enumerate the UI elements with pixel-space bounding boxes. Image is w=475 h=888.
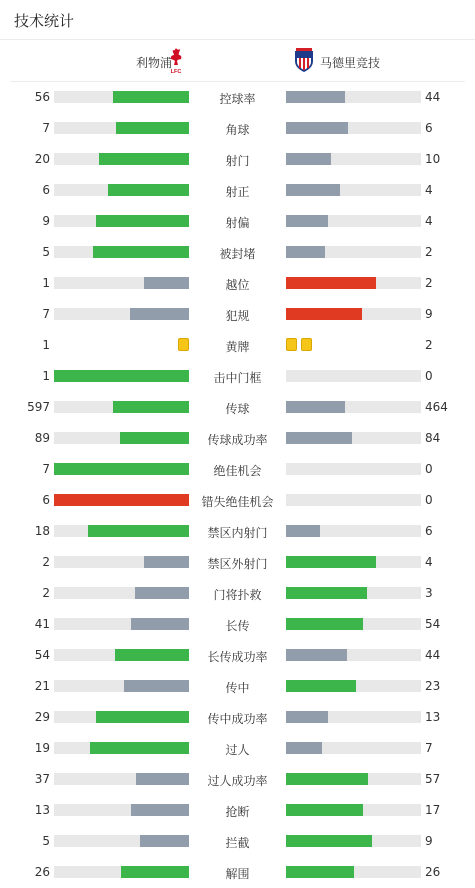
home-value: 7 — [42, 462, 50, 476]
away-bar-track — [286, 494, 421, 506]
home-bar-track — [54, 122, 189, 134]
crest-text: LFC — [170, 69, 182, 75]
away-bar-fill — [286, 711, 328, 723]
away-bar-fill — [286, 277, 376, 289]
home-bar-track — [54, 773, 189, 785]
away-bar-track — [286, 184, 421, 196]
home-bar-fill — [144, 277, 189, 289]
away-bar-track — [286, 525, 421, 537]
away-value: 4 — [425, 214, 433, 228]
away-bar-track — [286, 680, 421, 692]
stat-row — [0, 733, 475, 764]
away-bar-fill — [286, 742, 322, 754]
away-bar-fill — [286, 773, 368, 785]
home-bar-fill — [131, 618, 189, 630]
home-bar-fill — [96, 711, 189, 723]
home-value: 19 — [34, 741, 50, 755]
away-value: 4 — [425, 555, 433, 569]
home-value: 20 — [34, 152, 50, 166]
home-bar-track — [54, 587, 189, 599]
stat-row — [0, 423, 475, 454]
stat-label: 长传 — [225, 619, 250, 633]
stat-row — [0, 82, 475, 113]
home-bar-fill — [124, 680, 189, 692]
stat-label: 长传成功率 — [207, 650, 268, 664]
home-team-name: 利物浦 — [135, 56, 172, 70]
teams-row — [10, 41, 465, 82]
stat-label: 黄牌 — [225, 340, 250, 354]
home-value: 13 — [34, 803, 50, 817]
home-value: 54 — [34, 648, 50, 662]
home-bar-track — [54, 463, 189, 475]
stat-row — [0, 578, 475, 609]
stat-row — [0, 640, 475, 671]
home-bar-fill — [130, 308, 189, 320]
home-bar-track — [54, 556, 189, 568]
away-bar-fill — [286, 649, 347, 661]
stats-header — [0, 0, 475, 40]
home-value: 26 — [34, 865, 50, 879]
yellow-card-icon — [301, 338, 312, 351]
stat-label: 传球 — [225, 402, 250, 416]
home-value: 5 — [42, 245, 50, 259]
away-bar-track — [286, 246, 421, 258]
stat-row — [0, 113, 475, 144]
away-bar-track — [286, 649, 421, 661]
away-bar-fill — [286, 432, 352, 444]
home-value: 1 — [42, 338, 50, 352]
home-bar-fill — [54, 370, 189, 382]
atletico-crest-icon — [293, 47, 315, 73]
stats-list — [0, 82, 475, 888]
stat-label: 角球 — [225, 123, 250, 137]
away-bar-track — [286, 122, 421, 134]
away-bar-track — [286, 804, 421, 816]
home-value: 89 — [34, 431, 50, 445]
home-bar-fill — [113, 401, 189, 413]
stat-row — [0, 485, 475, 516]
home-bar-fill — [88, 525, 189, 537]
away-bar-track — [286, 215, 421, 227]
home-value: 1 — [42, 276, 50, 290]
away-bar-fill — [286, 246, 325, 258]
stat-label: 禁区内射门 — [207, 526, 268, 540]
away-value: 0 — [425, 369, 433, 383]
home-bar-track — [54, 711, 189, 723]
away-value: 2 — [425, 276, 433, 290]
stat-row — [0, 671, 475, 702]
home-bar-track — [54, 494, 189, 506]
away-value: 9 — [425, 834, 433, 848]
away-value: 10 — [425, 152, 441, 166]
away-bar-track — [286, 277, 421, 289]
stat-label: 控球率 — [219, 92, 256, 106]
home-bar-track — [54, 401, 189, 413]
home-bar-track — [54, 246, 189, 258]
home-bar-fill — [54, 463, 189, 475]
home-bar-track — [54, 370, 189, 382]
stat-label: 被封堵 — [219, 247, 256, 261]
away-bar-track — [286, 742, 421, 754]
yellow-card-icon — [178, 338, 189, 351]
home-value: 6 — [42, 493, 50, 507]
away-value: 17 — [425, 803, 441, 817]
stat-row — [0, 268, 475, 299]
away-bar-track — [286, 370, 421, 382]
stat-label: 射正 — [225, 185, 250, 199]
home-bar-track — [54, 835, 189, 847]
away-value: 0 — [425, 493, 433, 507]
home-bar-fill — [116, 122, 189, 134]
stat-row — [0, 764, 475, 795]
liverpool-crest-icon — [168, 47, 184, 75]
away-value: 2 — [425, 338, 433, 352]
away-bar-fill — [286, 556, 376, 568]
stat-row — [0, 237, 475, 268]
home-value: 41 — [34, 617, 50, 631]
home-value: 7 — [42, 307, 50, 321]
home-value: 6 — [42, 183, 50, 197]
home-bar-fill — [135, 587, 189, 599]
away-bar-fill — [286, 184, 340, 196]
stat-row — [0, 206, 475, 237]
stat-label: 射门 — [225, 154, 250, 168]
home-bar-fill — [115, 649, 189, 661]
away-bar-fill — [286, 804, 363, 816]
stat-row — [0, 857, 475, 888]
home-value: 7 — [42, 121, 50, 135]
away-value: 44 — [425, 648, 441, 662]
away-value: 2 — [425, 245, 433, 259]
away-bar-track — [286, 711, 421, 723]
yellow-card-icon — [286, 338, 297, 351]
stat-label: 击中门框 — [213, 371, 262, 385]
away-bar-fill — [286, 525, 320, 537]
stat-row — [0, 361, 475, 392]
away-bar-track — [286, 587, 421, 599]
away-bar-track — [286, 866, 421, 878]
stat-label: 过人 — [225, 743, 250, 757]
home-bar-fill — [96, 215, 189, 227]
home-value: 597 — [27, 400, 50, 414]
away-bar-track — [286, 773, 421, 785]
stat-row — [0, 702, 475, 733]
away-bar-track — [286, 308, 421, 320]
home-value: 5 — [42, 834, 50, 848]
home-value: 2 — [42, 555, 50, 569]
away-bar-fill — [286, 153, 331, 165]
away-value: 9 — [425, 307, 433, 321]
home-bar-fill — [93, 246, 189, 258]
home-value: 9 — [42, 214, 50, 228]
away-value: 57 — [425, 772, 441, 786]
stat-label: 传中 — [225, 681, 250, 695]
home-bar-track — [54, 91, 189, 103]
home-bar-track — [54, 804, 189, 816]
home-bar-track — [54, 618, 189, 630]
away-value: 13 — [425, 710, 441, 724]
away-bar-fill — [286, 91, 345, 103]
away-value: 26 — [425, 865, 441, 879]
home-bar-track — [54, 432, 189, 444]
stat-label: 拦截 — [225, 836, 250, 850]
stat-row — [0, 454, 475, 485]
away-value: 84 — [425, 431, 441, 445]
stat-label: 过人成功率 — [207, 774, 268, 788]
away-value: 0 — [425, 462, 433, 476]
home-bar-track — [54, 277, 189, 289]
away-bar-track — [286, 618, 421, 630]
away-bar-fill — [286, 835, 372, 847]
home-value: 2 — [42, 586, 50, 600]
away-bar-fill — [286, 308, 362, 320]
stat-row — [0, 144, 475, 175]
away-value: 6 — [425, 524, 433, 538]
stat-label: 射偏 — [225, 216, 250, 230]
stat-row — [0, 795, 475, 826]
home-bar-fill — [136, 773, 189, 785]
away-bar-track — [286, 556, 421, 568]
home-bar-track — [54, 525, 189, 537]
away-bar-fill — [286, 680, 356, 692]
home-bar-fill — [121, 866, 189, 878]
away-value: 7 — [425, 741, 433, 755]
home-value: 29 — [34, 710, 50, 724]
home-bar-track — [54, 742, 189, 754]
home-bar-fill — [108, 184, 189, 196]
stat-row — [0, 516, 475, 547]
stat-row — [0, 299, 475, 330]
home-bar-fill — [131, 804, 189, 816]
away-bar-track — [286, 463, 421, 475]
away-value: 3 — [425, 586, 433, 600]
home-bar-fill — [140, 835, 189, 847]
away-value: 4 — [425, 183, 433, 197]
home-bar-track — [54, 680, 189, 692]
stat-label: 门将扑救 — [213, 588, 262, 602]
home-bar-fill — [54, 494, 189, 506]
stat-label: 抢断 — [225, 805, 250, 819]
home-value: 21 — [34, 679, 50, 693]
home-bar-track — [54, 649, 189, 661]
stat-label: 绝佳机会 — [213, 464, 262, 478]
away-bar-fill — [286, 401, 345, 413]
stat-row — [0, 392, 475, 423]
stat-label: 传球成功率 — [207, 433, 268, 447]
page-title: 技术统计 — [14, 12, 75, 30]
home-bar-track — [54, 308, 189, 320]
away-bar-fill — [286, 587, 367, 599]
stat-label: 禁区外射门 — [207, 557, 268, 571]
away-bar-fill — [286, 215, 328, 227]
away-value: 6 — [425, 121, 433, 135]
home-value: 37 — [34, 772, 50, 786]
away-bar-track — [286, 401, 421, 413]
home-bar-fill — [113, 91, 189, 103]
stat-label: 解围 — [225, 867, 250, 881]
away-bar-track — [286, 91, 421, 103]
stat-label: 越位 — [225, 278, 250, 292]
home-bar-track — [54, 184, 189, 196]
away-bar-fill — [286, 866, 354, 878]
stat-row — [0, 330, 475, 361]
away-value: 23 — [425, 679, 441, 693]
stat-row — [0, 826, 475, 857]
stat-label: 错失绝佳机会 — [201, 495, 274, 509]
stat-row — [0, 609, 475, 640]
away-team-name: 马德里竞技 — [320, 56, 381, 70]
away-value: 54 — [425, 617, 441, 631]
home-bar-fill — [120, 432, 189, 444]
stat-label: 犯规 — [225, 309, 250, 323]
away-value: 464 — [425, 400, 448, 414]
home-bar-track — [54, 866, 189, 878]
away-value: 44 — [425, 90, 441, 104]
away-bar-fill — [286, 122, 348, 134]
away-bar-fill — [286, 618, 363, 630]
stat-row — [0, 175, 475, 206]
away-bar-track — [286, 153, 421, 165]
home-value: 1 — [42, 369, 50, 383]
home-bar-track — [54, 215, 189, 227]
home-value: 18 — [34, 524, 50, 538]
home-bar-track — [54, 153, 189, 165]
home-bar-fill — [99, 153, 189, 165]
away-bar-track — [286, 432, 421, 444]
home-value: 56 — [34, 90, 50, 104]
away-bar-track — [286, 835, 421, 847]
home-bar-fill — [90, 742, 189, 754]
home-bar-fill — [144, 556, 189, 568]
stat-row — [0, 547, 475, 578]
stat-label: 传中成功率 — [207, 712, 268, 726]
